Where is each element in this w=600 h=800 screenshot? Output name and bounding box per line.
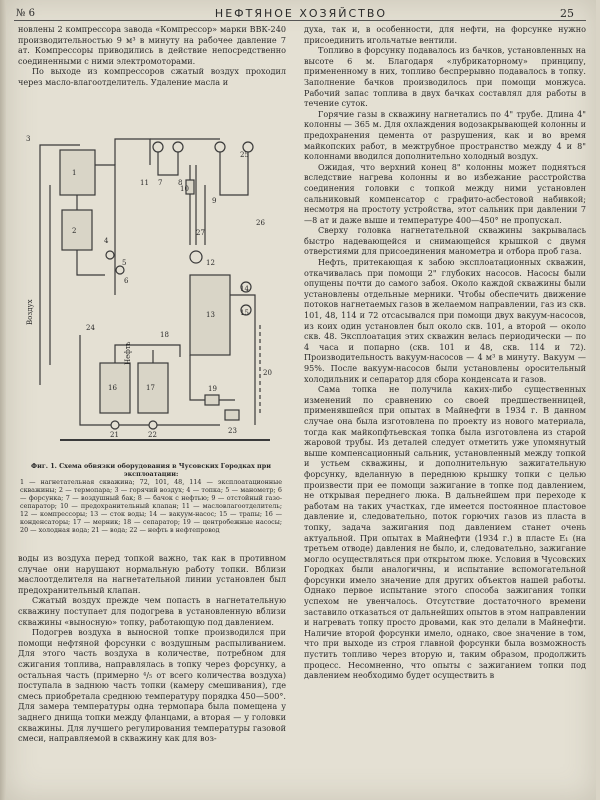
paragraph: Ожидая, что верхний конец 8" колонны может подняться вследствие нагрева колонны и во избежание расстройства соединения головки с топкой между ними установлен сальниковый компенсатор с графито-асбестовой набивкой; несмотря на простоту устройства, этот сальник при давлении 7—8 ат и даже выше и температуре 400—450° не пропускал. xyxy=(304,161,586,225)
figure-label: 17 xyxy=(146,384,155,392)
figure-label: 7 xyxy=(158,179,163,187)
left-column-bottom xyxy=(18,553,286,744)
figure-label: 24 xyxy=(86,324,95,332)
left-column-top xyxy=(18,24,286,88)
figure-label: 14 xyxy=(240,285,249,293)
right-column xyxy=(304,24,586,681)
figure-label: 1 xyxy=(72,169,77,177)
header-rule xyxy=(14,20,586,21)
issue-number: № 6 xyxy=(16,8,36,19)
document-page xyxy=(6,0,596,800)
figure-label: 3 xyxy=(26,135,31,143)
paragraph: Сверху головка нагнетательной скважины закрывалась быстро надевающейся и снимающейся крышкой с двумя отверстиями для присоединения манометра и отбора проб газа. xyxy=(304,225,586,257)
figure-label: 13 xyxy=(206,311,215,319)
paragraph: Нефть, притекающая к забою эксплоатационных скважин, откачивалась при помощи 2" глубоких насосов. Насосы были опущены почти до самого забоя. Около каждой скважины были установлены отдельные мерники. Чтобы обеспечить движение потоков нагнетаемых газов в желаемом направлении, газ из скв. 101, 48, 114 и 72 отсасывался при помощи двух вакуум-насосов, из коих один установлен был около скв. 101, а второй — около скв. 48. Эксплоатация этих скважин велась периодически — по 4 часа и попарно (скв. 101 и 48, скв. 114 и 72). Производительность вакуум-насосов — 4 м³ в минуту. Вакуум — 95%. После вакуум-насосов были установлены оросительный холодильник и сепаратор для сбора конденсата и газов. xyxy=(304,257,586,384)
paragraph: Сжатый воздух прежде чем попасть в нагнетательную скважину поступает для подогрева в установленную вблизи скважины «выносную» топку, работающую под давлением. xyxy=(18,595,286,627)
figure-label: 5 xyxy=(122,259,127,267)
paragraph: воды из воздуха перед топкой важно, так как в противном случае они нарушают нормальную работу топки. Вблизи маслоотделителя на нагнетательной линии установлен был предохранительный клапан. xyxy=(18,553,286,595)
paragraph: Топливо в форсунку подавалось из бачков, установленных на высоте 6 м. Благодаря «лубрикаторному» принципу, примененному в них, топливо беспрерывно подавалось в топку. Заполнение бачков производилось при помощи монжуса. Рабочий запас топлива в двух бачках составлял для работы в течение суток. xyxy=(304,45,586,109)
paragraph: новлены 2 компрессора завода «Компрессор» марки ВВК-240 производительностью 9 м³ в минуту на рабочее давление 7 ат. Компрессоры приводились в действие непосредственно соединенными с ними электромоторами. xyxy=(18,24,286,66)
figure-label: 2 xyxy=(72,227,77,235)
page-number: 25 xyxy=(560,7,574,20)
paragraph: духа, так и, в особенности, для нефти, на форсунке нужно присоединить игольчатые вентили. xyxy=(304,24,586,45)
figure-label: 8 xyxy=(178,179,183,187)
figure-label: 22 xyxy=(148,431,157,439)
figure-label: 15 xyxy=(240,309,249,317)
figure-label: 18 xyxy=(160,331,169,339)
figure-label: 23 xyxy=(228,427,237,435)
figure-label: 11 xyxy=(140,179,149,187)
figure-label: 26 xyxy=(256,219,265,227)
tank-upper xyxy=(60,150,95,195)
paragraph: Сама топка не получила каких-либо существенных изменений по сравнению со своей предшественницей, применявшейся при опытах в Майнефти в 1934 г. В данном случае она была изготовлена по проекту из нового материала, тогда как майкопфтьевская топка была изготовлена из старой жаровой трубы. Из деталей следует отметить уже упомянутый выше компенсационный сальник, установленный между топкой и устьем скважины, и дополнительную зажигательную форсунку, вделанную в переднюю крышку топки с целью произвести при ее помощи зажигание в топке под давлением, не открывая переднего люка. В дальнейшем при переходе к работам на таких участках, где имеется постоянное пластовое давление и, следовательно, поток горючих газов из пласта в топку, задача зажигания под давлением станет очень актуальной. При опытах в Майнефти (1934 г.) в пласте Е₁ (на третьем отводе) давления не было, и, следовательно, зажигание могло осуществляться при открытом люке. Условия в Чусовских Городках были аналогичны, и испытание вспомогательной форсунки имело значение для других объектов нашей работы. Однако первое испытание этого способа зажигания топки успехом не увенчалось. Отсутствие достаточного времени заставило отказаться от дальнейших опытов в этом направлении и нагревать топку просто дровами, как это делали в Майнефти. Наличие второй форсунки имело, однако, свое значение в том, что при выходе из строя главной форсунки была возможность пустить топливо через вторую и, таким образом, продолжить процесс. Несомненно, что опыты с зажиганием топки под давлением необходимо будет осуществить в xyxy=(304,384,586,681)
figure-label: 10 xyxy=(180,185,189,193)
figure-label: 4 xyxy=(104,237,109,245)
paragraph: По выходе из компрессоров сжатый воздух проходил через масло-влагоотделитель. Удаление масла и xyxy=(18,66,286,87)
figure-caption-text: 1 — нагнетательная скважина; 72, 101, 48, 114 — эксплоатационные скважины; 2 — термопара; 3 — горячий воздух; 4 — топка; 5 — манометр; 6 — форсунка; 7 — воздушный бак; 8 — бачок с нефтью; 9 — отстойный газо-сепаратор; 10 — предохранительный клапан; 11 — масловлагоотделитель; 12 — компрессоры; 13 — сток воды; 14 — вакуум-насос; 15 — трапы; 16 — конденсаторы; 17 — мерник; 18 — сепаратор; 19 — центробежные насосы; 20 — холодная вода; 21 — вода; 22 — нефть в нефтепровод xyxy=(20,478,282,534)
figure-side-label-oil: Нефть xyxy=(124,341,132,365)
figure-label: 21 xyxy=(110,431,119,439)
figure-label: 19 xyxy=(208,385,217,393)
figure-caption xyxy=(20,462,282,534)
equipment-schematic-figure xyxy=(20,125,282,460)
journal-title: НЕФТЯНОЕ ХОЗЯЙСТВО xyxy=(214,7,388,20)
figure-caption-title: Фиг. 1. Схема обвязки оборудования в Чусовских Городках при эксплоатации: xyxy=(31,462,271,478)
figure-side-label-air: Воздух xyxy=(26,299,34,325)
figure-label: 12 xyxy=(206,259,215,267)
paragraph: Подогрев воздуха в выносной топке производился при помощи нефтяной форсунки с воздушным распыливанием. Для этого часть воздуха в количестве, потребном для сжигания топлива, направлялась в топку через форсунку, а остальная часть (примерно ⁴/₅ от всего количества воздуха) поступала в заднюю часть топки (камеру смешивания), где смесь приобретала среднюю температуру порядка 450—500°. Для замера температуры одна термопара была помещена у заднего днища топки между фланцами, а вторая — у головки скважины. Для лучшего регулирования температуры газовой смеси, направляемой в скважину как для воз- xyxy=(18,627,286,744)
figure-label: 20 xyxy=(263,369,272,377)
figure-label: 9 xyxy=(212,197,217,205)
vacuum-pump xyxy=(190,251,202,263)
figure-label: 27 xyxy=(196,229,205,237)
figure-label: 16 xyxy=(108,384,117,392)
paragraph: Горячие газы в скважину нагнетались по 4" трубе. Длина 4" колонны — 365 м. Для охлаждения водозакрывающей колонны и предохранения цемента от разрушения, как и во время майкопских работ, в межтрубное пространство между 4 и 8" колоннами вводился дополнительно холодный воздух. xyxy=(304,108,586,162)
tank-lower xyxy=(62,210,92,250)
figure-label: 25 xyxy=(240,151,249,159)
figure-label: 6 xyxy=(124,277,129,285)
